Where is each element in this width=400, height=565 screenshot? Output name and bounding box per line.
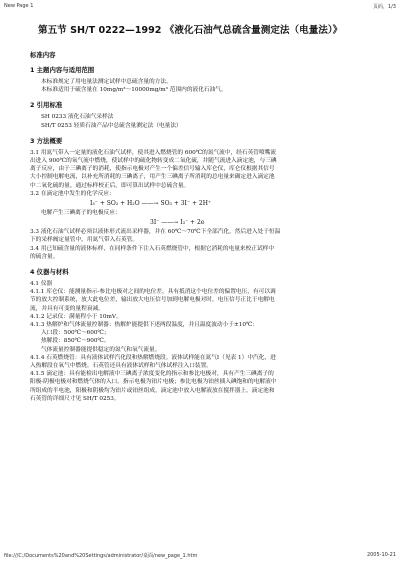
file-path: file:///C:/Documents%20and%20Settings/administrator/桌面/new_page_1.htm [4,553,198,559]
text-line: 所组成的半电池，阳极和阴极均为铂片或铂丝组成。滴定池中放入电解液放在搅拌器上。滴定池和 [30,387,275,394]
text-line: 入热解段在氧气中燃烧。石英管还具有液体试样和气体试样注入口装置。 [30,363,212,370]
clause-3-2: 3.2 在滴定池中发生的化学反应： [30,190,115,197]
section-1-paragraph: 本标准规定了用电量法测定试样中总硫含量的方法。 [41,79,172,85]
clause-4-1-5 [30,370,374,403]
text-line: 热解段：850℃～900℃。 [41,338,110,345]
clause-4-1-4 [30,354,374,370]
clause-4-1: 4.1 仪器 [30,281,53,288]
text-line: 下的采样阀定量管中，用氮气带入石英管。 [30,237,139,244]
section-2-heading: 2 引用标准 [30,101,63,110]
section-4-heading: 4 仪器与材料 [30,268,69,277]
section-heading-standard-content: 标准内容 [30,51,56,59]
text-line: 4.1.5 滴定池：具有能检出电解液中三碘离子浓度变化的指示和参比电极对，具有产生三碘离子的 [30,371,274,378]
text-line: 3.4 用已知硫含量的液体标样，在同样条件下注入石英燃烧管中，根据它消耗的电量来校正试样中 [30,245,275,252]
document-body [30,22,374,403]
print-date: 2005-10-21 [366,552,396,558]
section-1-heading: 1 主题内容与适用范围 [30,66,95,74]
text-line: 4.1.1 库仑仪：能测量指示-参比电极对之间的电位差，具有抵消这个电位差的偏置电压，有可以调 [30,289,276,296]
text-line: 气体流量控制器能提供稳定的氮气和氧气流量。 [41,346,161,353]
reference-standard: SH/T 0253 轻质石油产品中总硫含量测定法（电量法） [41,122,182,129]
text-line: 出进入 900℃的氧气流中燃烧，使试样中的硫化物转变成二氧化硫，并随气流进入滴定池，与三碘 [30,158,277,165]
section-1-paragraph: 本标准适用于硫含量在 10mg/m³～10000mg/m³ 范围内的液化石油气。 [41,87,227,94]
text-line: 离子反应，由于三碘离子的消耗，使指示电极对产生一个偏差信号输入库仑仪，库仑仪根据其信号 [30,166,275,173]
reference-standard: SH 0233 液化石油气采样法 [41,114,114,121]
document-title: 第五节 SH/T 0222—1992 《液化石油气总硫含量测定法（电量法）》 [38,25,343,36]
page-number: 页码，1/3 [372,4,396,10]
text-line: 的硫含量。 [30,253,59,260]
clause-3-4 [30,245,374,261]
text-line: 3.3 液化石油气试样必须以液体形式流出采样器，并在 60℃～70℃下全部汽化，然后进入处于恒温 [30,229,281,236]
clause-4-1-1 [30,288,374,313]
section-3-heading: 3 方法概要 [30,136,63,145]
text-line: 石英管的详细尺寸见 SH/T 0253。 [30,395,120,402]
chemical-equation: I₃⁻ + SO₂ + H₂O ——→ SO₃ + 3I⁻ + 2H⁺ [90,200,212,208]
text-line: 入口段：500℃～600℃； [41,330,110,337]
text-line: 4.1.4 石英燃烧管：具有液体试样汽化段和热解燃烧段。液体试样能在氮气Ⅰ（见表 1）中汽化，进 [30,354,276,361]
text-line: 3.1 用氮气带入一定量的液化石油气试样，使其进入燃烧管的 600℃的氮气流中，经石英管喷嘴流 [30,149,277,156]
text-line: 4.1.3 热解炉和气体流量控制器：热解炉能提供下述两段温度，并且温度波动小于±10℃： [30,322,259,329]
text-line: 大小控制电解电流，以补充所消耗的三碘离子，用产生三碘离子所消耗的总电量来确定进入滴定池 [30,174,275,181]
clause-4-1-3 [30,321,374,354]
print-header [0,0,400,12]
text-line: 流，并具有可变的量程衰减。 [30,305,104,312]
clause-4-1-2: 4.1.2 记录仪：满量程小于 10mV。 [30,313,122,320]
clause-3-3 [30,228,374,244]
text-line: 阳极-阴极电极对和燃烧气体的入口。指示电极为铂片电极；参比电极为铂丝插入碘饱和的电解液中 [30,379,277,386]
electrode-equation: 3I⁻ ——→ I₃⁻ + 2e [150,219,205,227]
text-line: 中二氧化硫的量。通过标样校正后，即可算出试样中总硫含量。 [30,182,190,189]
clause-3-1 [30,149,374,190]
print-footer [0,549,400,561]
text-line: 节的放大控制系统，放大此电位差，输出放大电压信号加到电解电极对时，电压信号正比于电解电 [30,297,275,304]
page-title: New Page 1 [4,3,34,9]
clause-3-2-electrode: 电解产生三碘离子的电极反应： [41,210,121,217]
